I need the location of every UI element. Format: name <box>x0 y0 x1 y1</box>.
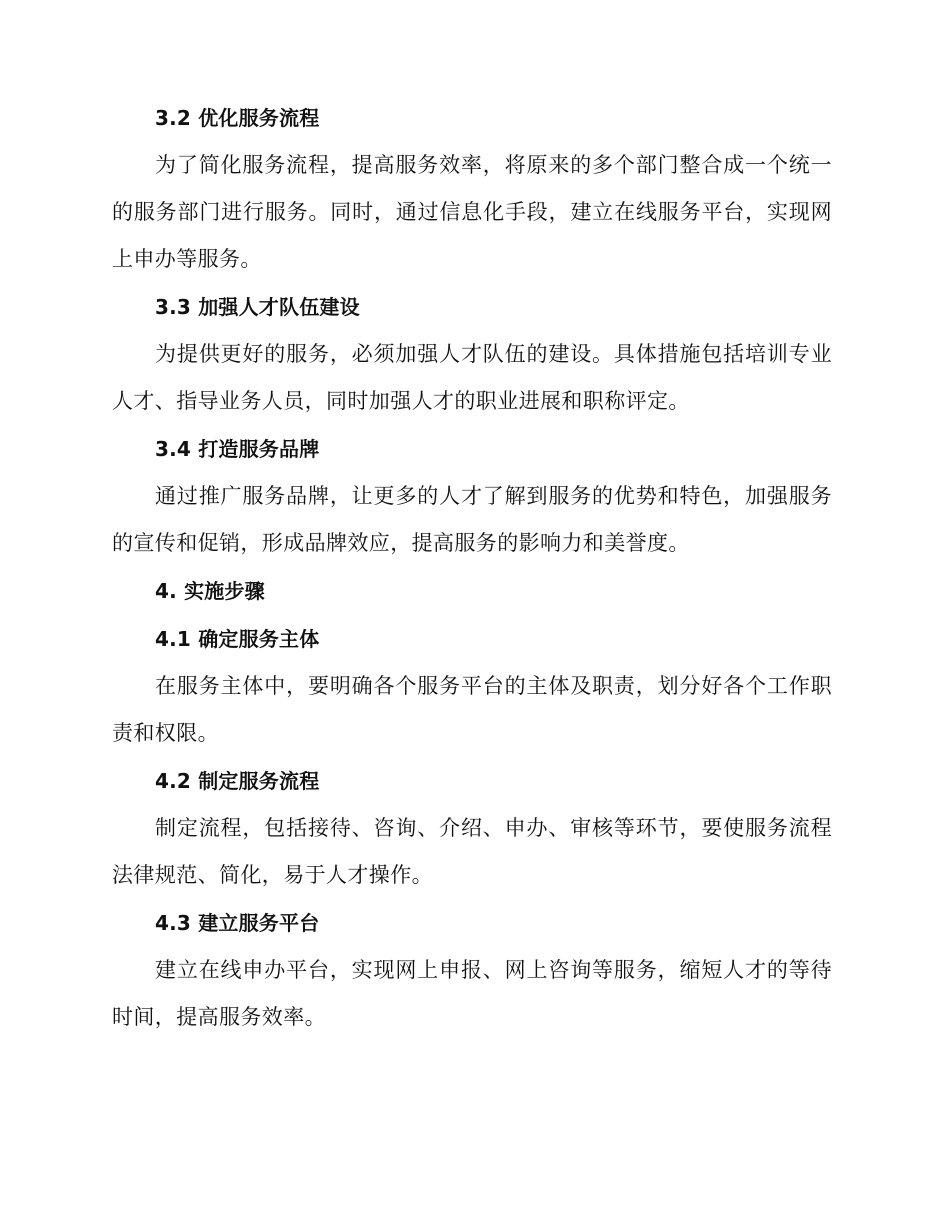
paragraph-4-3: 建立在线申办平台，实现网上申报、网上咨询等服务，缩短人才的等待时间，提高服务效率。 <box>112 958 832 1029</box>
paragraph-4-1: 在服务主体中，要明确各个服务平台的主体及职责，划分好各个工作职责和权限。 <box>112 674 832 745</box>
section-heading-4-2: 4.2 制定服务流程 <box>155 769 320 793</box>
section-heading-4-1: 4.1 确定服务主体 <box>155 627 320 651</box>
paragraph-3-4: 通过推广服务品牌，让更多的人才了解到服务的优势和特色，加强服务的宣传和促销，形成品牌效应，提高服务的影响力和美誉度。 <box>112 484 832 555</box>
section-heading-4-3: 4.3 建立服务平台 <box>155 911 320 935</box>
paragraph-4-2: 制定流程，包括接待、咨询、介绍、申办、审核等环节，要使服务流程法律规范、简化，易于人才操作。 <box>112 816 832 887</box>
document-body <box>112 104 832 1051</box>
section-heading-3-4: 3.4 打造服务品牌 <box>155 437 320 461</box>
section-heading-4: 4. 实施步骤 <box>155 579 265 603</box>
paragraph-3-2: 为了简化服务流程，提高服务效率，将原来的多个部门整合成一个统一的服务部门进行服务。同时，通过信息化手段，建立在线服务平台，实现网上申办等服务。 <box>112 153 832 271</box>
section-heading-3-2: 3.2 优化服务流程 <box>155 106 320 130</box>
section-heading-3-3: 3.3 加强人才队伍建设 <box>155 295 360 319</box>
paragraph-3-3: 为提供更好的服务，必须加强人才队伍的建设。具体措施包括培训专业人才、指导业务人员，同时加强人才的职业进展和职称评定。 <box>112 342 832 413</box>
